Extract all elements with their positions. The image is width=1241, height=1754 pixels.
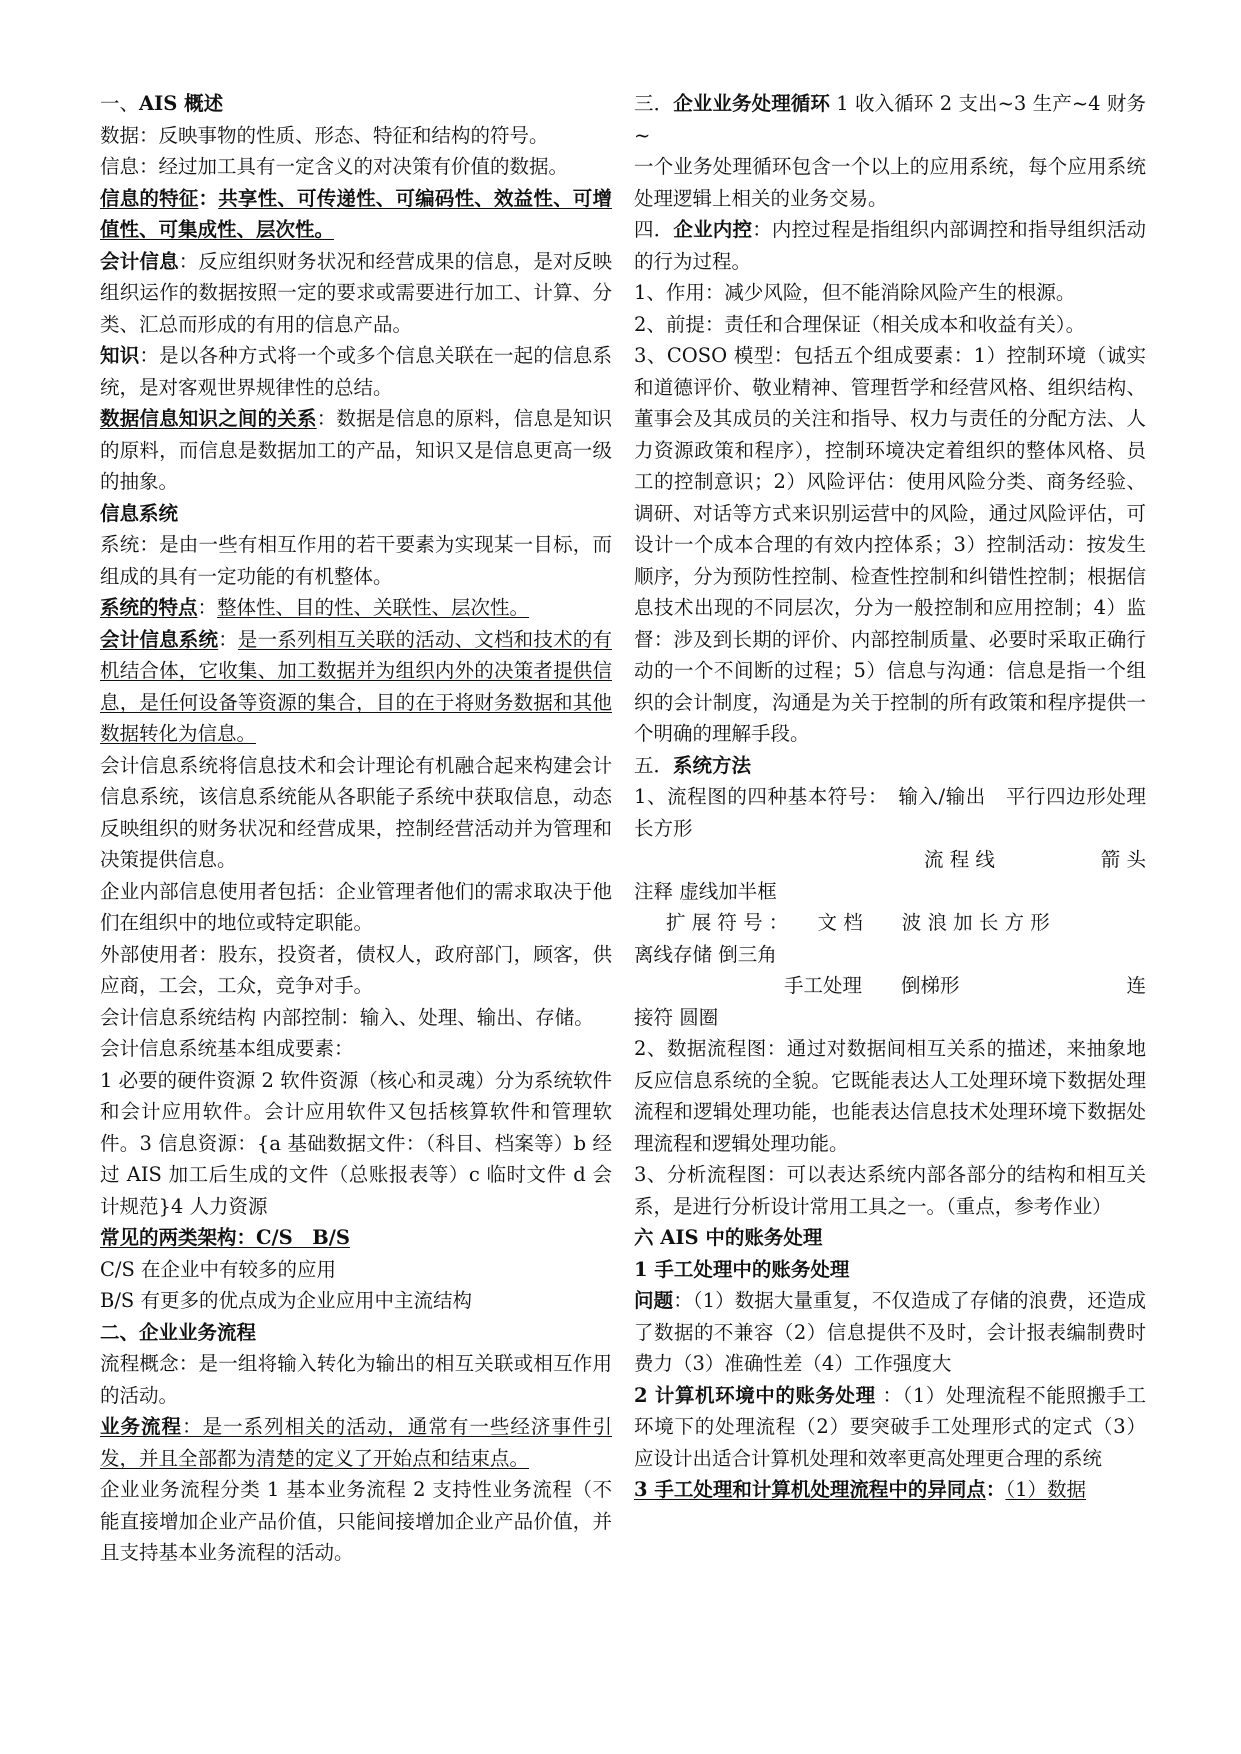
para-flowline bbox=[634, 844, 1146, 876]
term-knowledge: 知识 bbox=[100, 344, 140, 367]
para-system: 系统：是由一些有相互作用的若干要素为实现某一目标，而组成的具有一定功能的有机整体。 bbox=[100, 533, 612, 588]
definition-text: ：（1）处理流程不能照搬手工环境下的处理流程（2）要突破手工处理形式的定式（3）应设计出适合计算机处理和效率更高处理更合理的系统 bbox=[634, 1383, 1147, 1470]
colon: ： bbox=[985, 1478, 1006, 1501]
heading-info-system: 信息系统 bbox=[100, 501, 179, 525]
heading-business-process: 二、企业业务流程 bbox=[100, 1320, 257, 1344]
heading-system-method bbox=[634, 750, 1146, 782]
para-architectures: 常见的两类架构：C/S B/S bbox=[100, 1226, 350, 1249]
para-data-definition: 数据：反映事物的性质、形态、特征和结构的符号。 bbox=[100, 123, 549, 147]
definition-text: ：是一系列相关的活动，通常有一些经济事件引发，并且全部都为清楚的定义了开始点和结束点。 bbox=[100, 1415, 612, 1470]
para-ais-definition bbox=[100, 624, 612, 750]
definition-text: ：数据是信息的原料，信息是知识的原料，而信息是数据加工的产品，知识又是信息更高一级的抽象。 bbox=[100, 407, 612, 493]
para-external-users: 外部使用者：股东，投资者，债权人，政府部门，顾客，供应商，工会，工众，竞争对手。 bbox=[100, 942, 612, 997]
system-features-list: 整体性、目的性、关联性、层次性。 bbox=[217, 596, 530, 619]
para-ais-integration: 会计信息系统将信息技术和会计理论有机融合起来构建会计信息系统，该信息系统能从各职能子系统中获取信息，动态反映组织的财务状况和经营成果，控制经营活动并为管理和决策提供信息。 bbox=[100, 753, 612, 871]
term-accounting-info: 会计信息 bbox=[100, 249, 179, 273]
info-features-list: 共享性、可传递性、可编码性、效益性、可增值性、可集成性、层次性。 bbox=[100, 186, 612, 241]
symbol-label: 流 程 线 bbox=[924, 848, 995, 871]
ais-definition-text: 是一系列相互关联的活动、文档和技术的有机结合体，它收集、加工数据并为组织内外的决策者提供信息，是任何设备等资源的集合，目的在于将财务数据和其他数据转化为信息。 bbox=[100, 627, 612, 745]
para-flowchart-symbols: 1、流程图的四种基本符号： 输入/输出 平行四边形处理 长方形 bbox=[634, 785, 1146, 840]
term-business-process: 业务流程 bbox=[100, 1415, 183, 1438]
para-system-features bbox=[100, 592, 612, 624]
heading-number: 四． bbox=[634, 218, 674, 241]
para-analysis-flowchart: 3、分析流程图：可以表达系统内部各部分的结构和相互关系，是进行分析设计常用工具之一。（重点，参考作业） bbox=[634, 1163, 1146, 1218]
definition-text: ：是以各种方式将一个或多个信息关联在一起的信息系统，是对客观世界规律性的总结。 bbox=[100, 344, 612, 399]
term-info-features: 信息的特征 bbox=[100, 186, 199, 210]
subheading-manual-accounting: 1 手工处理中的账务处理 bbox=[634, 1257, 850, 1281]
cycle-list: 1 收入循环 2 支出~3 生产~4 财务~ bbox=[634, 92, 1146, 147]
heading-text: AIS 概述 bbox=[139, 92, 224, 115]
left-column bbox=[100, 88, 612, 1569]
colon: ： bbox=[218, 627, 238, 651]
para-problems bbox=[634, 1285, 1146, 1380]
heading-ais-overview bbox=[100, 88, 612, 120]
heading-ais-accounting: 六 AIS 中的账务处理 bbox=[634, 1226, 823, 1249]
colon: ： bbox=[198, 186, 219, 210]
definition-text: ：内控过程是指组织内部调控和指导组织活动的行为过程。 bbox=[634, 218, 1146, 273]
para-business-process bbox=[100, 1411, 612, 1474]
para-offline-storage: 离线存储 倒三角 bbox=[634, 942, 777, 966]
term-problems: 问题 bbox=[634, 1289, 674, 1312]
heading-text: 企业内控 bbox=[673, 218, 753, 241]
para-info-features bbox=[100, 183, 612, 246]
para-manual-processing bbox=[634, 970, 1146, 1002]
heading-text: 企业业务处理循环 bbox=[673, 92, 830, 115]
para-accounting-info bbox=[100, 246, 612, 341]
para-ic-function: 1、作用：减少风险，但不能消除风险产生的根源。 bbox=[634, 281, 1076, 304]
right-column bbox=[634, 88, 1146, 1506]
para-ic-premise: 2、前提：责任和合理保证（相关成本和收益有关）。 bbox=[634, 312, 1086, 336]
heading-number: 一、 bbox=[100, 92, 140, 115]
para-internal-users: 企业内部信息使用者包括：企业管理者他们的需求取决于他们在组织中的地位或特定职能。 bbox=[100, 879, 612, 934]
para-cycle-desc: 一个业务处理循环包含一个以上的应用系统，每个应用系统处理逻辑上相关的业务交易。 bbox=[634, 155, 1146, 210]
para-dik-relation bbox=[100, 403, 612, 498]
heading-number: 五． bbox=[634, 753, 674, 777]
symbol-shape: 箭 头 bbox=[1100, 848, 1146, 871]
para-ais-structure: 会计信息系统结构 内部控制：输入、处理、输出、存储。 bbox=[100, 1005, 594, 1029]
symbol-label: 手工处理 倒梯形 bbox=[784, 974, 960, 997]
definition-text: （1）数据 bbox=[1005, 1478, 1087, 1501]
para-annotation: 注释 虚线加半框 bbox=[634, 879, 777, 903]
colon: ： bbox=[197, 596, 218, 619]
para-ais-elements: 1 必要的硬件资源 2 软件资源（核心和灵魂）分为系统软件和会计应用软件。会计应用软件又包括核算软件和管理软件。3 信息资源：{a 基础数据文件：（科目、档案等）b 经过 AIS 加工后生成的文件（总账报表等）c 临时文件 d 会计规范}4 人力资源 bbox=[100, 1068, 612, 1218]
para-extended-symbols: 扩 展 符 号 ： 文 档 波 浪 加 长 方 形 bbox=[666, 911, 1050, 934]
definition-text: ：（1）数据大量重复，不仅造成了存储的浪费，还造成了数据的不兼容（2）信息提供不及时，会计报表编制费时费力（3）准确性差（4）工作强度大 bbox=[634, 1289, 1146, 1375]
para-computer-accounting bbox=[634, 1380, 1146, 1475]
heading-number: 三． bbox=[634, 92, 674, 115]
definition-text: ：反应组织财务状况和经营成果的信息，是对反映组织运作的数据按照一定的要求或需要进行加工、计算、分类、汇总而形成的有用的信息产品。 bbox=[100, 249, 612, 336]
term-ais: 会计信息系统 bbox=[100, 627, 219, 651]
para-process-types: 企业业务流程分类 1 基本业务流程 2 支持性业务流程（不能直接增加企业产品价值，只能间接增加企业产品价值，并且支持基本业务流程的活动。 bbox=[100, 1478, 612, 1564]
para-coso: 3、COSO 模型：包括五个组成要素：1）控制环境（诚实和道德评价、敬业精神、管理哲学和经营风格、组织结构、董事会及其成员的关注和指导、权力与责任的分配方法、人力资源政策和程序），控制环境决定着组织的整体风格、员工的控制意识；2）风险评估：使用风险分类、商务经验、调研、对话等方式来识别运营中的风险，通过风险评估，可设计一个成本合理的有效内控体系；3）控制活动：按发生顺序，分为预防性控制、检查性控制和纠错性控制；根据信息技术出现的不同层次，分为一般控制和应用控制；4）监督：涉及到长期的评价、内部控制质量、必要时采取正确行动的一个不间断的过程；5）信息与沟通：信息是指一个组织的会计制度，沟通是为关于控制的所有政策和程序提供一个明确的理解手段。 bbox=[634, 344, 1146, 745]
para-ais-elements-title: 会计信息系统基本组成要素： bbox=[100, 1037, 354, 1060]
para-connector: 接符 圆圈 bbox=[634, 1005, 719, 1029]
para-bs: B/S 有更多的优点成为企业应用中主流结构 bbox=[100, 1289, 472, 1312]
para-dfd: 2、数据流程图：通过对数据间相互关系的描述，来抽象地反应信息系统的全貌。它既能表达人工处理环境下数据处理流程和逻辑处理功能，也能表达信息技术处理环境下数据处理流程和逻辑处理功能。 bbox=[634, 1037, 1146, 1155]
heading-business-cycle bbox=[634, 88, 1146, 151]
term-differences: 3 手工处理和计算机处理流程中的异同点 bbox=[634, 1478, 986, 1501]
para-knowledge bbox=[100, 340, 612, 403]
para-cs: C/S 在企业中有较多的应用 bbox=[100, 1257, 337, 1281]
term-dik-relation: 数据信息知识之间的关系 bbox=[100, 407, 317, 430]
term-system-features: 系统的特点 bbox=[100, 596, 198, 619]
symbol-label-cont: 连 bbox=[1126, 974, 1146, 997]
term-computer-accounting: 2 计算机环境中的账务处理 bbox=[634, 1383, 876, 1407]
para-differences bbox=[634, 1474, 1146, 1506]
para-process-concept: 流程概念：是一组将输入转化为输出的相互关联或相互作用的活动。 bbox=[100, 1352, 612, 1407]
para-info-definition: 信息：经过加工具有一定含义的对决策有价值的数据。 bbox=[100, 155, 569, 178]
heading-text: 系统方法 bbox=[673, 753, 752, 777]
heading-internal-control bbox=[634, 214, 1146, 277]
